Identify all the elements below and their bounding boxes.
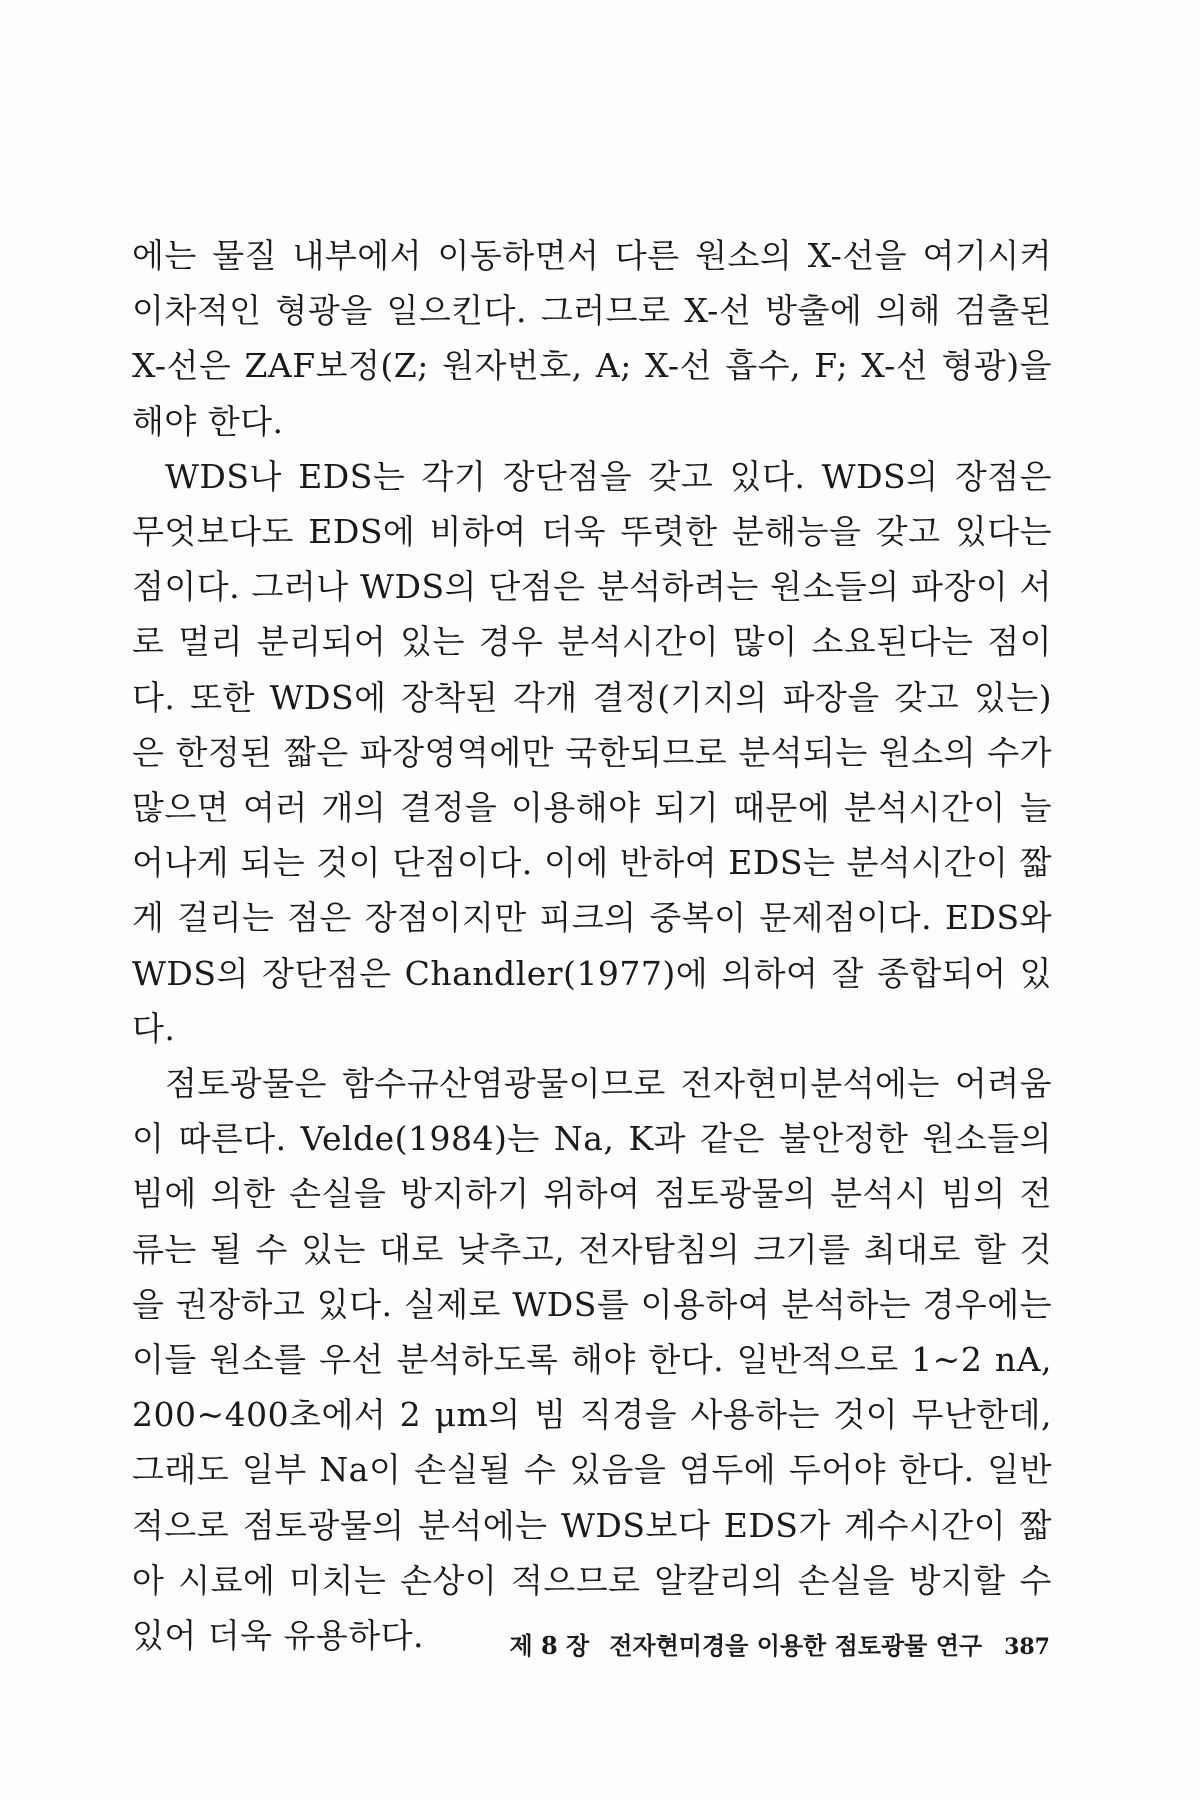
- footer-chapter-title: 전자현미경을 이용한 점토광물 연구: [609, 1631, 983, 1660]
- footer-chapter: 제 8 장: [509, 1631, 590, 1660]
- paragraph-clay-mineral-analysis: 점토광물은 함수규산염광물이므로 전자현미분석에는 어려움이 따른다. Velde(1984)는 Na, K과 같은 불안정한 원소들의 빔에 의한 손실을 방지하기 위하여 점토광물의 분석시 빔의 전류는 될 수 있는 대로 낮추고, 전자탐침의 크기를 최대로 할 것을 권장하고 있다. 실제로 WDS를 이용하여 분석하는 경우에는 이들 원소를 우선 분석하도록 해야 한다. 일반적으로 1~2 nA, 200~400초에서 2 μm의 빔 직경을 사용하는 것이 무난한데, 그래도 일부 Na이 손실될 수 있음을 염두에 두어야 한다. 일반적으로 점토광물의 분석에는 WDS보다 EDS가 계수시간이 짧아 시료에 미치는 손상이 적으므로 알칼리의 손실을 방지할 수 있어 더욱 유용하다.: [132, 1064, 1052, 1656]
- paragraph-zaf-correction: 에는 물질 내부에서 이동하면서 다른 원소의 X-선을 여기시켜 이차적인 형광을 일으킨다. 그러므로 X-선 방출에 의해 검출된 X-선은 ZAF보정(Z; 원자번호, A; X-선 흡수, F; X-선 형광)을 해야 한다.: [132, 236, 1052, 441]
- running-footer: [420, 1626, 1050, 1666]
- paragraph-wds-eds-comparison: WDS나 EDS는 각기 장단점을 갖고 있다. WDS의 장점은 무엇보다도 EDS에 비하여 더욱 뚜렷한 분해능을 갖고 있다는 점이다. 그러나 WDS의 단점은 분석하려는 원소들의 파장이 서로 멀리 분리되어 있는 경우 분석시간이 많이 소요된다는 점이다. 또한 WDS에 장착된 각개 결정(기지의 파장을 갖고 있는)은 한정된 짧은 파장영역에만 국한되므로 분석되는 원소의 수가 많으면 여러 개의 결정을 이용해야 되기 때문에 분석시간이 늘어나게 되는 것이 단점이다. 이에 반하여 EDS는 분석시간이 짧게 걸리는 점은 장점이지만 피크의 중복이 문제점이다. EDS와 WDS의 장단점은 Chandler(1977)에 의하여 잘 종합되어 있다.: [132, 456, 1052, 1048]
- page-number: 387: [1004, 1634, 1050, 1660]
- body-text: [132, 228, 1052, 1663]
